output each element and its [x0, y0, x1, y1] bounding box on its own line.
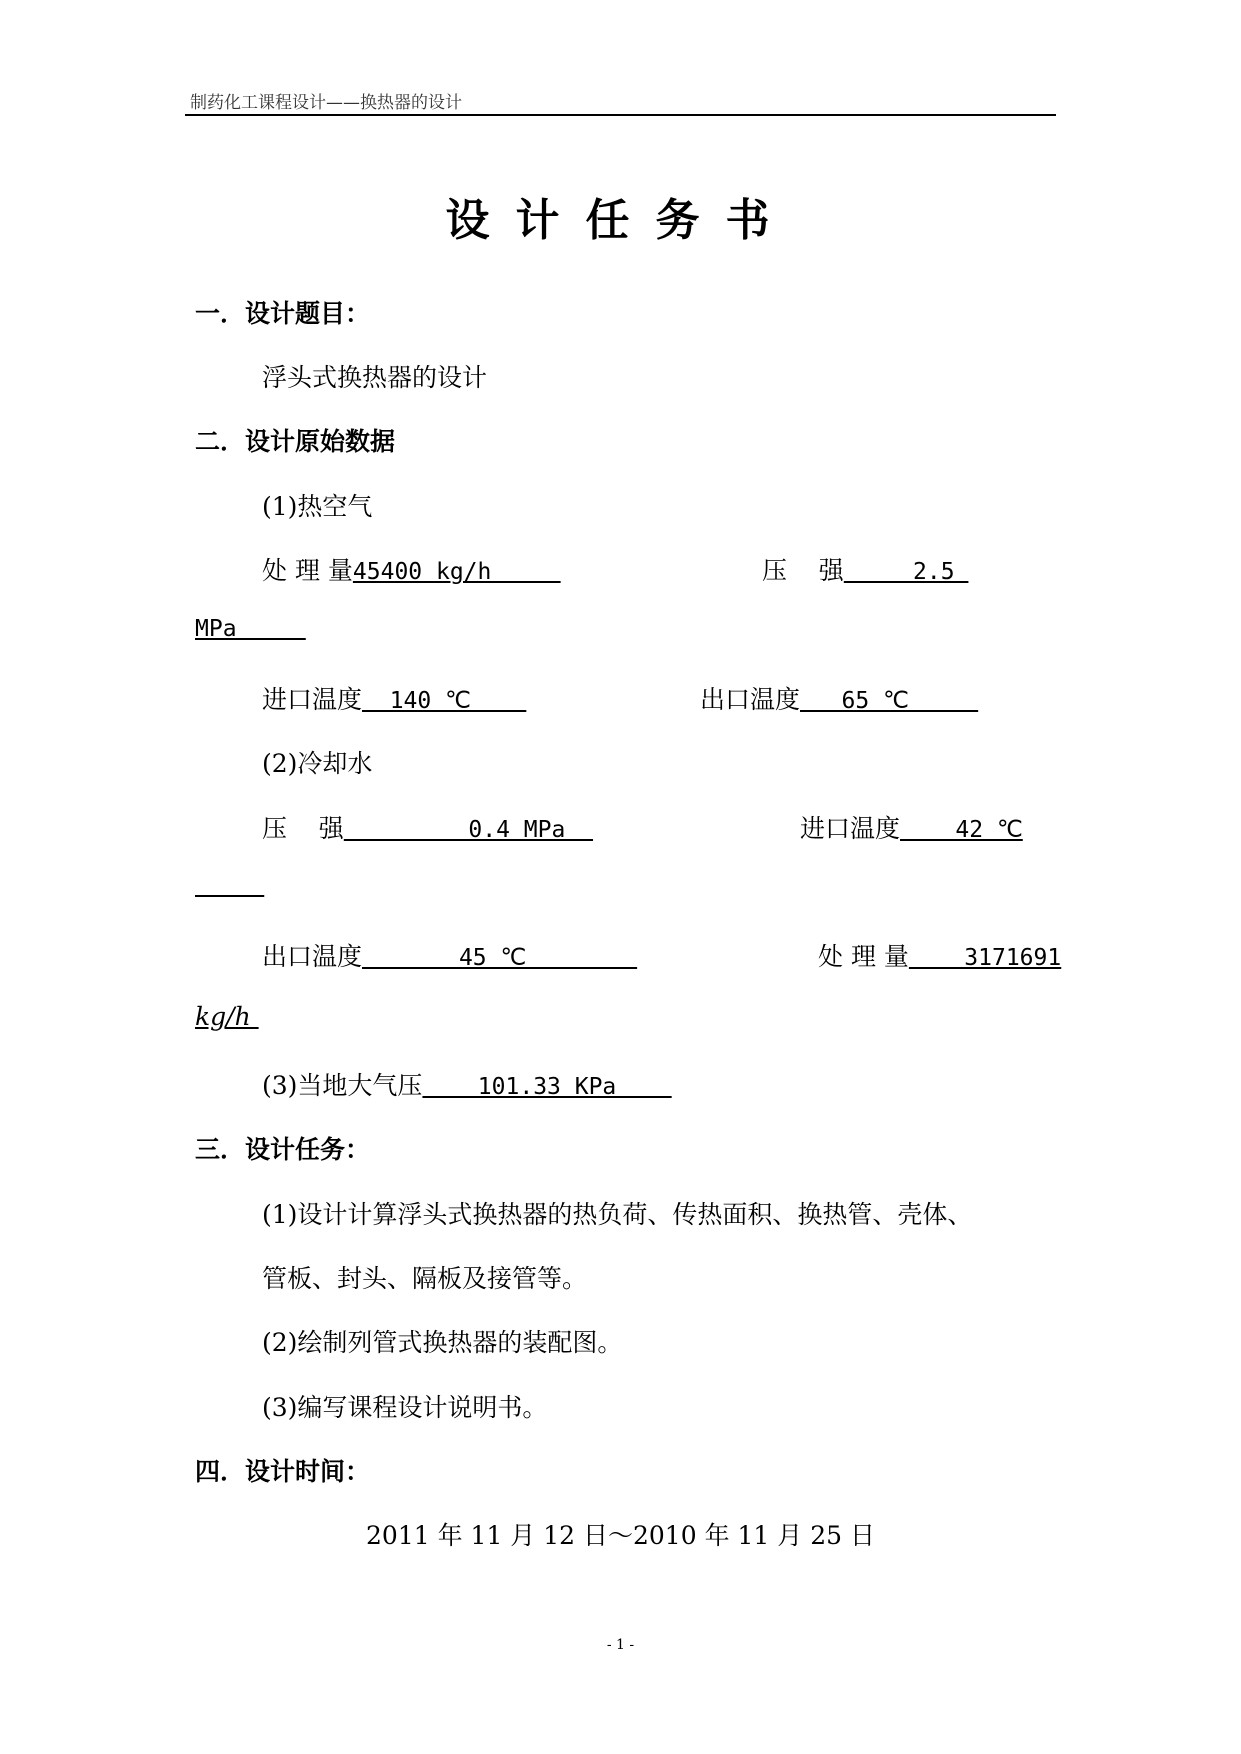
task-item-2: (2)绘制列管式换热器的装配图。 [262, 1328, 623, 1357]
hot-air-inlet-row [262, 680, 526, 716]
water-flow-label: 处 理 量 [818, 942, 909, 971]
water-outlet-row [262, 937, 637, 973]
water-inlet-label: 进口温度 [800, 814, 901, 843]
water-pressure-label: 压 强 [262, 814, 344, 843]
page-title: 设计任务书 [445, 195, 796, 246]
task-item-3: (3)编写课程设计说明书。 [262, 1393, 548, 1422]
hot-air-outlet-row [700, 680, 978, 716]
water-inlet-row [800, 809, 1023, 845]
hot-air-outlet-value: 65 ℃ [800, 688, 979, 714]
water-flow-row [818, 937, 1061, 973]
design-topic: 浮头式换热器的设计 [262, 363, 488, 392]
atmosphere-row [262, 1066, 672, 1102]
hot-air-outlet-label: 出口温度 [700, 685, 801, 714]
water-pressure-row [262, 809, 593, 845]
water-pressure-value: 0.4 MPa [343, 817, 594, 843]
header-rule [185, 114, 1056, 116]
page-number: - 1 - [606, 1637, 635, 1653]
water-inlet-value: 42 ℃ [900, 817, 1023, 843]
hot-air-flow-label: 处 理 量 [262, 556, 353, 585]
water-inlet-continuation [195, 873, 264, 899]
running-header: 制药化工课程设计——换热器的设计 [190, 93, 462, 113]
hot-air-label: (1)热空气 [262, 492, 373, 521]
task-item-1: (1)设计计算浮头式换热器的热负荷、传热面积、换热管、壳体、 [262, 1200, 973, 1229]
hot-air-pressure-unit: MPa [195, 616, 306, 642]
section3-heading: 三．设计任务： [195, 1135, 371, 1164]
hot-air-pressure-row [762, 551, 968, 587]
task-item-1-cont: 管板、封头、隔板及接管等。 [262, 1264, 588, 1293]
water-outlet-label: 出口温度 [262, 942, 363, 971]
cooling-water-label: (2)冷却水 [262, 749, 373, 778]
hot-air-inlet-value: 140 ℃ [362, 688, 527, 714]
section1-heading: 一．设计题目： [195, 299, 371, 328]
hot-air-flow-row [262, 551, 561, 587]
water-flow-value: 3171691 [908, 945, 1062, 971]
atmosphere-label: (3)当地大气压 [262, 1071, 423, 1100]
hot-air-inlet-label: 进口温度 [262, 685, 363, 714]
hot-air-flow-value: 45400 kg/h [352, 559, 561, 585]
water-outlet-value: 45 ℃ [362, 945, 638, 971]
hot-air-pressure-label: 压 强 [762, 556, 844, 585]
water-flow-unit: kg/h [195, 1002, 259, 1031]
section4-heading: 四．设计时间： [195, 1457, 371, 1486]
hot-air-pressure-value: 2.5 [843, 559, 969, 585]
design-period: 2011 年 11 月 12 日～2010 年 11 月 25 日 [366, 1521, 875, 1550]
section2-heading: 二．设计原始数据 [195, 427, 396, 456]
atmosphere-value: 101.33 KPa [422, 1074, 672, 1100]
